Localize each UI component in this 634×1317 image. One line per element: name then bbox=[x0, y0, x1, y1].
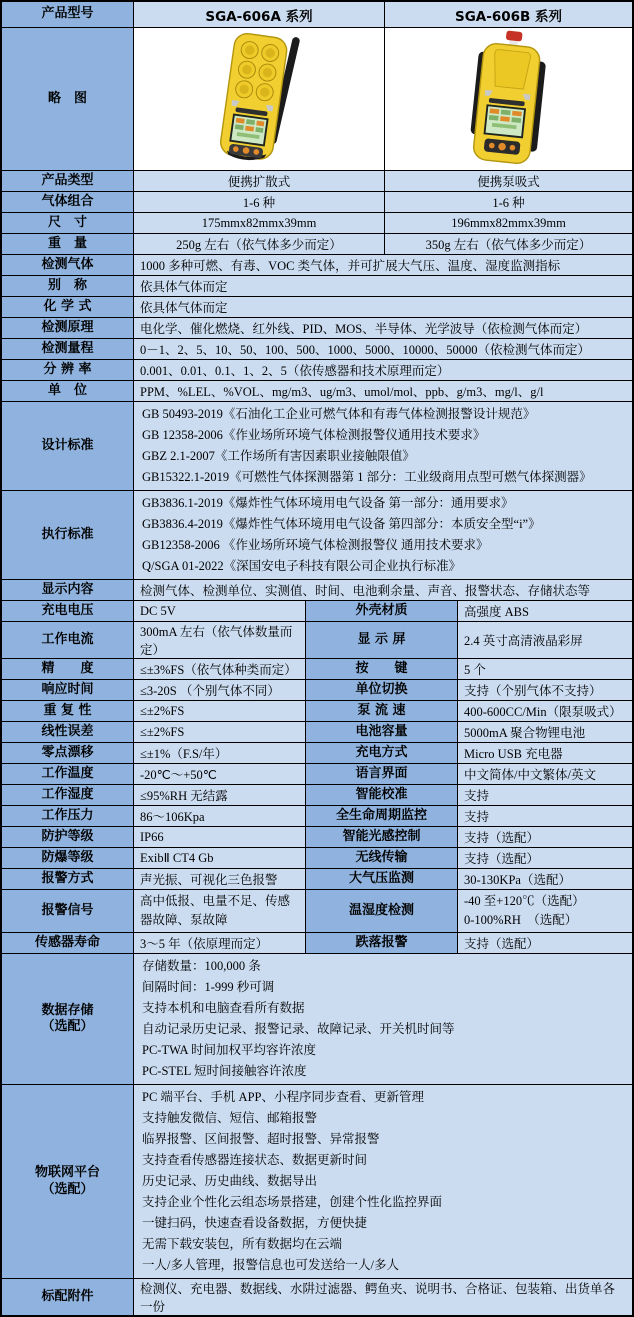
spec-label-left: 响应时间 bbox=[2, 680, 133, 700]
table-row bbox=[2, 296, 632, 317]
iot-feature-line: PC 端平台、手机 APP、小程序同步查看、更新管理 bbox=[142, 1090, 424, 1104]
spec-label-left: 防护等级 bbox=[2, 827, 133, 847]
series-a-header: SGA-606A 系列 bbox=[133, 2, 384, 27]
spec-label-right: 显 示 屏 bbox=[305, 622, 457, 658]
storage-feature-line: 间隔时间：1-999 秒可调 bbox=[142, 980, 275, 994]
spec-value-right: 400-600CC/Min（限泵吸式） bbox=[457, 701, 632, 721]
spec-label-right: 单位切换 bbox=[305, 680, 457, 700]
standard-line: GB12358-2006 《作业场所环境气体检测报警仪 通用技术要求》 bbox=[142, 538, 489, 552]
row-label-line: 物联网平台 bbox=[34, 1165, 100, 1181]
spec-row bbox=[2, 621, 632, 658]
spec-label-left: 重 复 性 bbox=[2, 701, 133, 721]
standard-line: GB15322.1-2019《可燃性气体探测器第 1 部分：工业级商用点型可燃气体探测器》 bbox=[142, 470, 592, 484]
row-value-a: 1-6 种 bbox=[133, 192, 384, 212]
iot-platform-row bbox=[2, 1084, 632, 1278]
temp-humidity-line: 0-100%RH （选配） bbox=[464, 913, 578, 927]
spec-value-left: -20℃～+50℃ bbox=[133, 764, 305, 784]
spec-value-left: 300mA 左右（依气体数量而定） bbox=[133, 622, 305, 658]
spec-label-right: 智能校准 bbox=[305, 785, 457, 805]
spec-label-left: 工作温度 bbox=[2, 764, 133, 784]
table-row bbox=[2, 233, 632, 254]
iot-feature-line: 临界报警、区间报警、超时报警、异常报警 bbox=[142, 1132, 380, 1146]
table-row bbox=[2, 579, 632, 600]
spec-value-left: ≤±1%（F.S/年） bbox=[133, 743, 305, 763]
row-label: 化 学 式 bbox=[2, 297, 133, 317]
row-label: 重 量 bbox=[2, 234, 133, 254]
spec-value-right: 5 个 bbox=[457, 659, 632, 679]
spec-value-left: 86～106Kpa bbox=[133, 806, 305, 826]
header-label: 产品型号 bbox=[2, 2, 133, 27]
row-label: 检测量程 bbox=[2, 339, 133, 359]
iot-feature-line: 支持查看传感器连接状态、数据更新时间 bbox=[142, 1153, 368, 1167]
storage-feature-line: PC-TWA 时间加权平均容许浓度 bbox=[142, 1043, 316, 1057]
spec-value-right bbox=[457, 890, 632, 932]
spec-value-left: ≤±3%FS（依气体种类而定） bbox=[133, 659, 305, 679]
row-value-a: 175mmx82mmx39mm bbox=[133, 213, 384, 233]
spec-label-left: 报警信号 bbox=[2, 890, 133, 932]
spec-label-right: 无线传输 bbox=[305, 848, 457, 868]
table-row bbox=[2, 359, 632, 380]
spec-label-left: 防爆等级 bbox=[2, 848, 133, 868]
spec-label-left: 传感器寿命 bbox=[2, 933, 133, 953]
row-label: 显示内容 bbox=[2, 580, 133, 600]
standard-line: GB 12358-2006《作业场所环境气体检测报警仪通用技术要求》 bbox=[142, 428, 486, 442]
row-value: 0.001、0.01、0.1、1、2、5（依传感器和技术原理而定） bbox=[133, 360, 632, 380]
row-value-b: 196mmx82mmx39mm bbox=[384, 213, 632, 233]
standard-line: GB 50493-2019《石油化工企业可燃气体和有毒气体检测报警设计规范》 bbox=[142, 407, 536, 421]
spec-label-right: 大气压监测 bbox=[305, 869, 457, 889]
table-row bbox=[2, 380, 632, 401]
spec-row bbox=[2, 721, 632, 742]
row-value: 依具体气体而定 bbox=[133, 297, 632, 317]
row-value bbox=[133, 491, 632, 579]
iot-feature-line: 历史记录、历史曲线、数据导出 bbox=[142, 1174, 318, 1188]
spec-value-left: ExibⅡ CT4 Gb bbox=[133, 848, 305, 868]
table-row bbox=[2, 212, 632, 233]
product-image-a bbox=[133, 28, 384, 170]
spec-value-right: 支持（选配） bbox=[457, 848, 632, 868]
row-value-b: 便携泵吸式 bbox=[384, 171, 632, 191]
spec-label-right: 按 键 bbox=[305, 659, 457, 679]
spec-row bbox=[2, 700, 632, 721]
storage-feature-line: 支持本机和电脑查看所有数据 bbox=[142, 1001, 305, 1015]
storage-feature-line: PC-STEL 短时间接触容许浓度 bbox=[142, 1064, 307, 1078]
standard-line: GB3836.4-2019《爆炸性气体环境用电气设备 第四部分：本质安全型“i”》 bbox=[142, 517, 541, 531]
spec-row bbox=[2, 784, 632, 805]
row-label bbox=[2, 954, 133, 1084]
table-row bbox=[2, 191, 632, 212]
row-value: 1000 多种可燃、有毒、VOC 类气体，并可扩展大气压、温度、湿度监测指标 bbox=[133, 255, 632, 275]
spec-label-left: 工作压力 bbox=[2, 806, 133, 826]
spec-value-right: 支持 bbox=[457, 806, 632, 826]
standard-line: GBZ 2.1-2007《工作场所有害因素职业接触限值》 bbox=[142, 449, 415, 463]
row-label: 产品类型 bbox=[2, 171, 133, 191]
spec-value-left: ≤±2%FS bbox=[133, 701, 305, 721]
spec-row bbox=[2, 847, 632, 868]
spec-row bbox=[2, 805, 632, 826]
standard-line: GB3836.1-2019《爆炸性气体环境用电气设备 第一部分：通用要求》 bbox=[142, 496, 514, 510]
table-row bbox=[2, 338, 632, 359]
spec-value-right: 支持 bbox=[457, 785, 632, 805]
row-value-a: 250g 左右（依气体多少而定） bbox=[133, 234, 384, 254]
row-label-line: （选配） bbox=[41, 1181, 94, 1197]
spec-label-right: 全生命周期监控 bbox=[305, 806, 457, 826]
spec-value-right: 中文简体/中文繁体/英文 bbox=[457, 764, 632, 784]
spec-row bbox=[2, 826, 632, 847]
row-label: 设计标准 bbox=[2, 402, 133, 490]
row-label bbox=[2, 1085, 133, 1278]
iot-feature-line: 一人/多人管理，报警信息也可发送给一人/多人 bbox=[142, 1258, 399, 1272]
spec-value-left: ≤95%RH 无结露 bbox=[133, 785, 305, 805]
gas-detector-diffusion-icon bbox=[193, 30, 325, 168]
sketch-label: 略 图 bbox=[2, 28, 133, 170]
row-label: 检测原理 bbox=[2, 318, 133, 338]
spec-value-left: ≤3-20S （个别气体不同） bbox=[133, 680, 305, 700]
spec-label-left: 充电电压 bbox=[2, 601, 133, 621]
alarm-signal-row bbox=[2, 889, 632, 932]
row-value: 电化学、催化燃烧、红外线、PID、MOS、半导体、光学波导（依检测气体而定） bbox=[133, 318, 632, 338]
row-value-a: 便携扩散式 bbox=[133, 171, 384, 191]
execution-standards-row bbox=[2, 490, 632, 579]
row-value: 0－1、2、5、10、50、100、500、1000、5000、10000、50000（依检测气体而定） bbox=[133, 339, 632, 359]
spec-value-right: 5000mA 聚合物锂电池 bbox=[457, 722, 632, 742]
spec-value-left: 3～5 年（依原理而定） bbox=[133, 933, 305, 953]
table-row bbox=[2, 170, 632, 191]
row-value bbox=[133, 402, 632, 490]
row-value: 检测气体、检测单位、实测值、时间、电池剩余量、声音、报警状态、存储状态等 bbox=[133, 580, 632, 600]
row-value-b: 1-6 种 bbox=[384, 192, 632, 212]
row-label: 标配附件 bbox=[2, 1279, 133, 1315]
spec-row bbox=[2, 932, 632, 953]
spec-value-left: 声光振、可视化三色报警 bbox=[133, 869, 305, 889]
row-label: 尺 寸 bbox=[2, 213, 133, 233]
spec-row bbox=[2, 868, 632, 889]
spec-label-right: 电池容量 bbox=[305, 722, 457, 742]
spec-label-left: 零点漂移 bbox=[2, 743, 133, 763]
row-value: 依具体气体而定 bbox=[133, 276, 632, 296]
spec-value-right: 30-130KPa（选配） bbox=[457, 869, 632, 889]
spec-label-right: 温湿度检测 bbox=[305, 890, 457, 932]
spec-label-left: 精 度 bbox=[2, 659, 133, 679]
data-storage-row bbox=[2, 953, 632, 1084]
spec-row bbox=[2, 742, 632, 763]
accessories-row bbox=[2, 1278, 632, 1315]
spec-value-right: Micro USB 充电器 bbox=[457, 743, 632, 763]
spec-value-right: 高强度 ABS bbox=[457, 601, 632, 621]
storage-feature-line: 自动记录历史记录、报警记录、故障记录、开关机时间等 bbox=[142, 1022, 455, 1036]
row-label: 别 称 bbox=[2, 276, 133, 296]
storage-feature-line: 存储数量：100,000 条 bbox=[142, 959, 261, 973]
sketch-row bbox=[2, 27, 632, 170]
spec-row bbox=[2, 763, 632, 784]
row-value bbox=[133, 954, 632, 1084]
product-image-b bbox=[384, 28, 632, 170]
spec-label-left: 工作电流 bbox=[2, 622, 133, 658]
row-value: 检测仪、充电器、数据线、水阱过滤器、鳄鱼夹、说明书、合格证、包装箱、出货单各一份 bbox=[133, 1279, 632, 1315]
row-label: 气体组合 bbox=[2, 192, 133, 212]
row-label: 分 辨 率 bbox=[2, 360, 133, 380]
row-label: 单 位 bbox=[2, 381, 133, 401]
row-label: 检测气体 bbox=[2, 255, 133, 275]
table-row bbox=[2, 275, 632, 296]
spec-row bbox=[2, 600, 632, 621]
spec-value-left: IP66 bbox=[133, 827, 305, 847]
spec-label-right: 充电方式 bbox=[305, 743, 457, 763]
iot-feature-line: 无需下载安装包，所有数据均在云端 bbox=[142, 1237, 343, 1251]
spec-label-left: 线性误差 bbox=[2, 722, 133, 742]
spec-value-right: 支持（选配） bbox=[457, 933, 632, 953]
gas-detector-pump-icon bbox=[443, 30, 575, 168]
standard-line: Q/SGA 01-2022《深国安电子科技有限公司企业执行标准》 bbox=[142, 559, 462, 573]
row-label: 执行标准 bbox=[2, 491, 133, 579]
row-value-b: 350g 左右（依气体多少而定） bbox=[384, 234, 632, 254]
spec-label-right: 语言界面 bbox=[305, 764, 457, 784]
spec-label-right: 泵 流 速 bbox=[305, 701, 457, 721]
temp-humidity-line: -40 至+120℃（选配） bbox=[464, 894, 585, 908]
iot-feature-line: 一键扫码，快速查看设备数据，方便快捷 bbox=[142, 1216, 368, 1230]
table-row bbox=[2, 317, 632, 338]
spec-value-right: 支持（个别气体不支持） bbox=[457, 680, 632, 700]
row-value bbox=[133, 1085, 632, 1278]
spec-label-right: 智能光感控制 bbox=[305, 827, 457, 847]
table-row bbox=[2, 254, 632, 275]
spec-value-left: 高中低报、电量不足、传感器故障、泵故障 bbox=[133, 890, 305, 932]
spec-value-left: ≤±2%FS bbox=[133, 722, 305, 742]
spec-label-right: 外壳材质 bbox=[305, 601, 457, 621]
spec-value-right: 支持（选配） bbox=[457, 827, 632, 847]
design-standards-row bbox=[2, 401, 632, 490]
spec-row bbox=[2, 679, 632, 700]
spec-row bbox=[2, 658, 632, 679]
spec-label-left: 工作湿度 bbox=[2, 785, 133, 805]
row-label-line: 数据存储 bbox=[41, 1002, 94, 1018]
iot-feature-line: 支持触发微信、短信、邮箱报警 bbox=[142, 1111, 318, 1125]
row-label-line: （选配） bbox=[41, 1019, 94, 1034]
spec-value-left: DC 5V bbox=[133, 601, 305, 621]
header-row bbox=[2, 2, 632, 27]
spec-label-left: 报警方式 bbox=[2, 869, 133, 889]
spec-value-right: 2.4 英寸高清液晶彩屏 bbox=[457, 622, 632, 658]
iot-feature-line: 支持企业个性化云组态场景搭建，创建个性化监控界面 bbox=[142, 1195, 443, 1209]
row-value: PPM、%LEL、%VOL、mg/m3、ug/m3、umol/mol、ppb、g/m3、mg/l、g/l bbox=[133, 381, 632, 401]
series-b-header: SGA-606B 系列 bbox=[384, 2, 632, 27]
spec-label-right: 跌落报警 bbox=[305, 933, 457, 953]
